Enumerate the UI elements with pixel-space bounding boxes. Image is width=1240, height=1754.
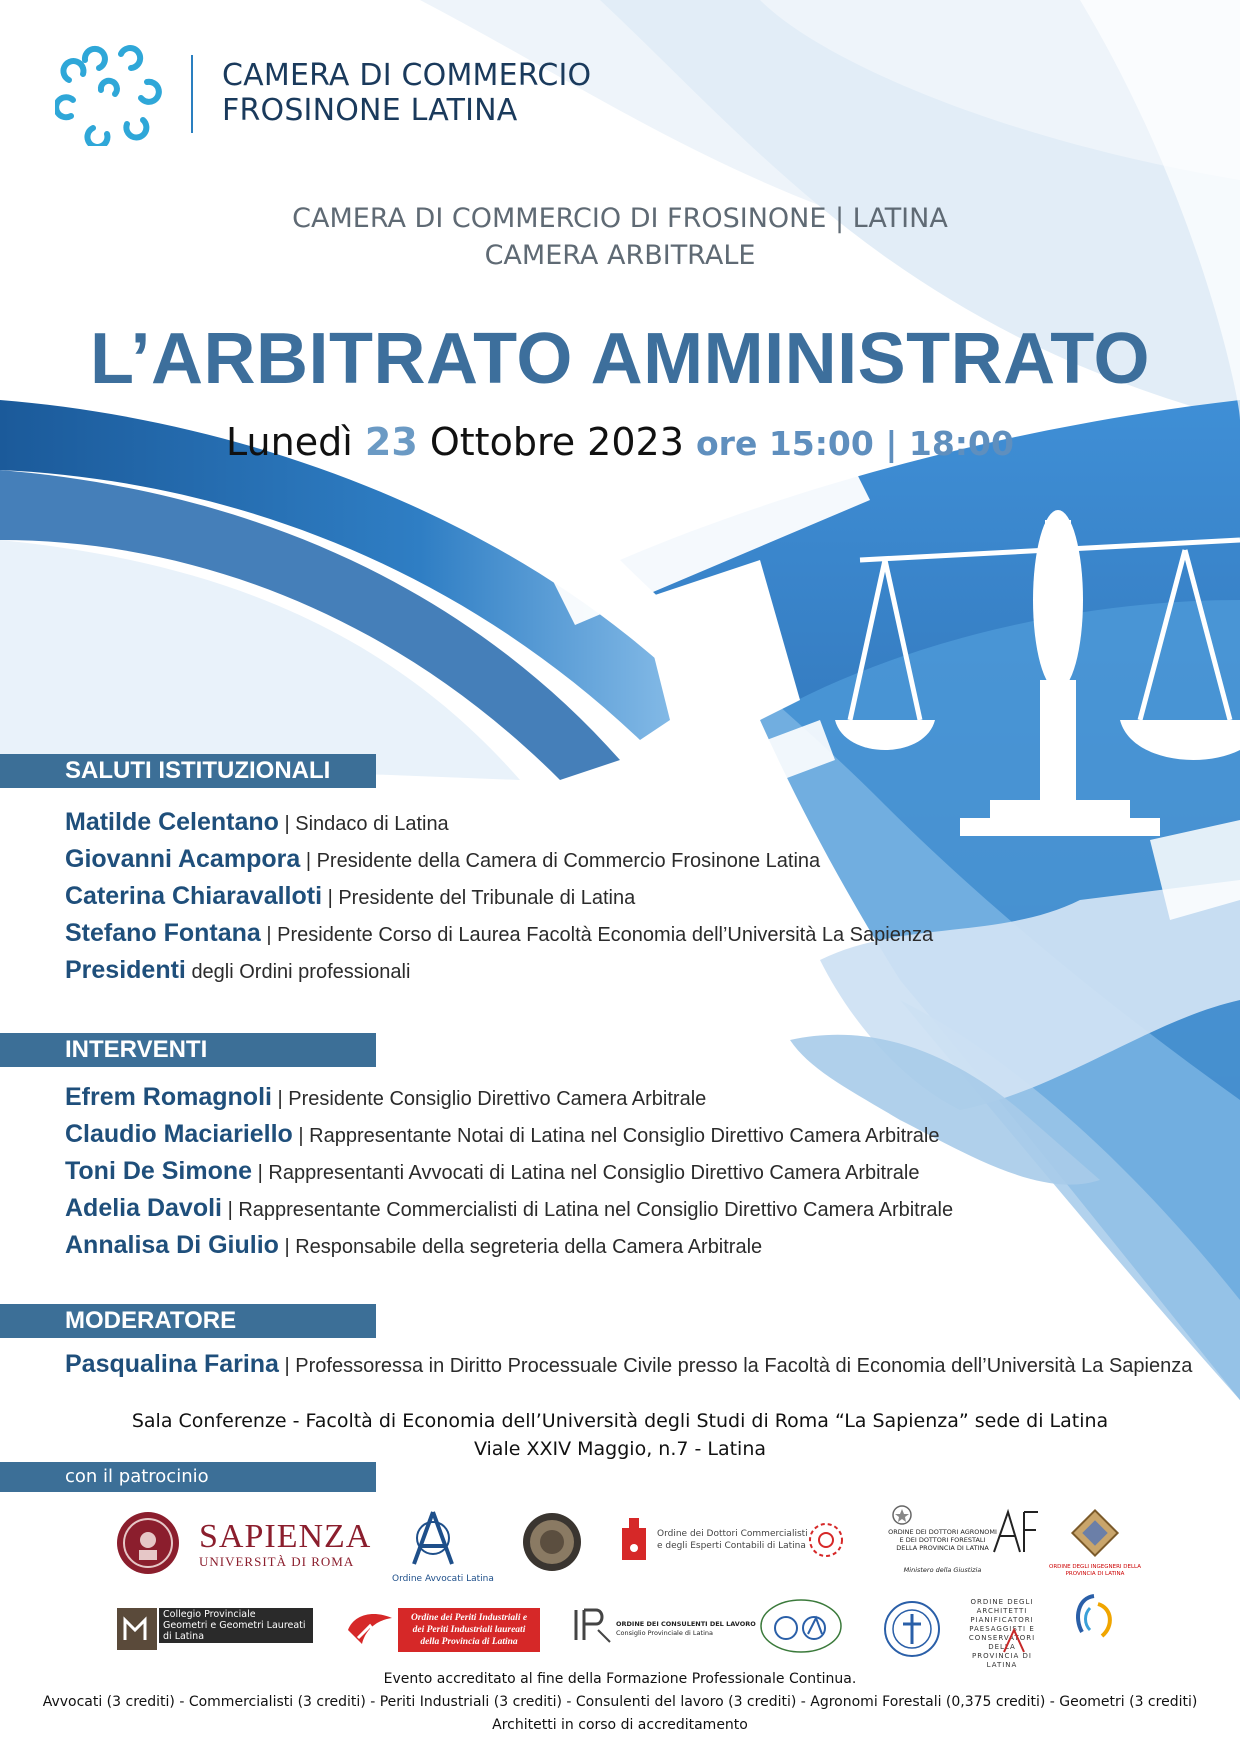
logo-line-1: CAMERA DI COMMERCIO	[222, 58, 592, 93]
saluti-item-4	[65, 919, 933, 948]
footer-line-2: Avvocati (3 crediti) - Commercialisti (3 crediti) - Periti Industriali (3 crediti) - Consulenti del lavoro (3 crediti) - Agronomi Forestali (0,375 crediti) - Geometri (3 crediti)	[42, 1694, 1198, 1710]
event-hours: ore 15:00 | 18:00	[696, 424, 1014, 463]
consulenti-label	[616, 1620, 756, 1638]
consulenti-line-2: Consiglio Provinciale di Latina	[616, 1629, 713, 1637]
geometri-line-2: Geometri e Geometri Laureati	[163, 1620, 306, 1631]
consulenti-line-1: ORDINE DEI CONSULENTI DEL LAVORO	[616, 1620, 756, 1628]
sapienza-seal-icon	[115, 1510, 181, 1576]
commercialisti-logo-icon	[620, 1518, 648, 1562]
speaker-name: Claudio Maciariello	[65, 1120, 293, 1148]
speaker-name: Toni De Simone	[65, 1157, 253, 1185]
speaker-role: | Sindaco di Latina	[284, 813, 449, 835]
agronomi-line-4: Ministero della Giustizia	[903, 1566, 982, 1574]
event-weekday: Lunedì	[226, 420, 353, 464]
architetti-mark-icon	[1000, 1626, 1028, 1656]
speaker-role: | Rappresentante Notai di Latina nel Consiglio Direttivo Camera Arbitrale	[298, 1125, 940, 1147]
event-date	[0, 420, 1240, 464]
commercialisti-label	[657, 1528, 808, 1552]
speaker-name: Matilde Celentano	[65, 808, 279, 836]
logo-title	[222, 58, 591, 128]
speaker-role: | Presidente della Camera di Commercio Frosinone Latina	[305, 850, 821, 872]
moderatore-item	[65, 1350, 1192, 1379]
patrocinio-heading: con il patrocinio	[0, 1462, 376, 1492]
saluti-item-1	[65, 808, 449, 837]
logo-line-2: FROSINONE LATINA	[222, 93, 518, 128]
section-saluti-heading: SALUTI ISTITUZIONALI	[0, 754, 376, 788]
geometri-line-3: di Latina	[163, 1631, 205, 1642]
ingegneri-emblem-icon	[1068, 1506, 1122, 1560]
section-interventi-heading: INTERVENTI	[0, 1033, 376, 1067]
section-moderatore-heading: MODERATORE	[0, 1304, 376, 1338]
consulenti-logo-icon	[570, 1604, 612, 1648]
republic-emblem-icon	[890, 1504, 914, 1526]
speaker-name: Efrem Romagnoli	[65, 1083, 272, 1111]
avvocati-logo-icon	[408, 1508, 458, 1568]
interventi-item-1	[65, 1083, 706, 1112]
blue-arc-emblem-icon	[1072, 1592, 1116, 1644]
venue-line-2: Viale XXIV Maggio, n.7 - Latina	[473, 1438, 767, 1460]
event-title: L’ARBITRATO AMMINISTRATO	[90, 319, 1150, 399]
logo-divider	[191, 55, 193, 133]
speaker-role: | Responsabile della segreteria della Camera Arbitrale	[284, 1236, 763, 1258]
af-monogram-icon	[990, 1508, 1040, 1556]
interventi-item-2	[65, 1120, 940, 1149]
speaker-name: Stefano Fontana	[65, 919, 261, 947]
footer-line-3: Architetti in corso di accreditamento	[492, 1717, 748, 1733]
saluti-item-3	[65, 882, 635, 911]
speaker-name: Adelia Davoli	[65, 1194, 222, 1222]
periti-line-3: della Provincia di Latina	[420, 1637, 518, 1647]
agronomi-line-2: E DEI DOTTORI FORESTALI	[899, 1536, 986, 1544]
sapienza-word: SAPIENZA	[199, 1518, 372, 1555]
speaker-name: Annalisa Di Giulio	[65, 1231, 279, 1259]
agronomi-label	[880, 1528, 1005, 1574]
org-line-1: CAMERA DI COMMERCIO DI FROSINONE | LATINA	[292, 203, 948, 234]
agronomi-line-1: ORDINE DEI DOTTORI AGRONOMI	[888, 1528, 997, 1536]
event-day: 23	[364, 420, 418, 464]
speaker-name: Giovanni Acampora	[65, 845, 301, 873]
speaker-role: | Presidente del Tribunale di Latina	[327, 887, 636, 909]
ingegneri-label: ORDINE DEGLI INGEGNERI DELLA PROVINCIA DI LATINA	[1049, 1564, 1141, 1577]
interventi-item-5	[65, 1231, 762, 1260]
speaker-name: Pasqualina Farina	[65, 1350, 279, 1378]
periti-label	[398, 1608, 540, 1652]
speaker-role: | Presidente Corso di Laurea Facoltà Economia dell’Università La Sapienza	[266, 924, 934, 946]
speaker-role: | Rappresentante Commercialisti di Latina nel Consiglio Direttivo Camera Arbitrale	[227, 1199, 954, 1221]
geometri-label	[159, 1608, 313, 1643]
venue-line-1: Sala Conferenze - Facoltà di Economia dell’Università degli Studi di Roma “La Sapienza” sede di Latina	[131, 1410, 1109, 1432]
avvocati-label: Ordine Avvocati Latina	[392, 1574, 494, 1584]
flower-emblem-icon	[806, 1520, 846, 1560]
sapienza-sub: UNIVERSITÀ DI ROMA	[199, 1554, 355, 1569]
camera-commercio-logo-icon	[55, 42, 165, 146]
speaker-role: | Rappresentanti Avvocati di Latina nel Consiglio Direttivo Camera Arbitrale	[257, 1162, 920, 1184]
agronomi-line-3: DELLA PROVINCIA DI LATINA	[896, 1544, 989, 1552]
saluti-item-5	[65, 956, 410, 985]
architetti-label: ORDINE DEGLI ARCHITETTI PIANIFICATORI PAESAGGISTI E CONSERVATORI DELLA PROVINCIA DI LATINA	[968, 1598, 1036, 1669]
coin-seal-icon	[522, 1512, 582, 1572]
speaker-name: Presidenti	[65, 956, 186, 984]
commercialisti-line-2: e degli Esperti Contabili di Latina	[657, 1541, 806, 1551]
footer-line-1: Evento accreditato al fine della Formazione Professionale Continua.	[383, 1671, 857, 1687]
event-month-year: Ottobre 2023	[429, 420, 684, 464]
commercialisti-line-1: Ordine dei Dottori Commercialisti	[657, 1529, 808, 1539]
periti-line-2: dei Periti Industriali laureati	[412, 1625, 526, 1635]
periti-line-1: Ordine dei Periti Industriali e	[410, 1613, 528, 1623]
speaker-role: degli Ordini professionali	[191, 961, 411, 983]
geometri-line-1: Collegio Provinciale	[163, 1609, 256, 1620]
saluti-item-2	[65, 845, 820, 874]
speaker-name: Caterina Chiaravalloti	[65, 882, 323, 910]
periti-agrari-logo-icon	[758, 1594, 844, 1656]
interventi-item-4	[65, 1194, 953, 1223]
medical-order-emblem-icon	[883, 1600, 941, 1658]
org-line-2: CAMERA ARBITRALE	[484, 240, 756, 271]
speaker-role: | Presidente Consiglio Direttivo Camera Arbitrale	[277, 1088, 707, 1110]
sapienza-logo	[199, 1520, 371, 1570]
interventi-item-3	[65, 1157, 919, 1186]
geometri-logo-icon	[117, 1608, 157, 1650]
periti-logo-icon	[344, 1608, 396, 1652]
speaker-role: | Professoressa in Diritto Processuale Civile presso la Facoltà di Economia dell’Università La Sapienza	[284, 1355, 1193, 1377]
